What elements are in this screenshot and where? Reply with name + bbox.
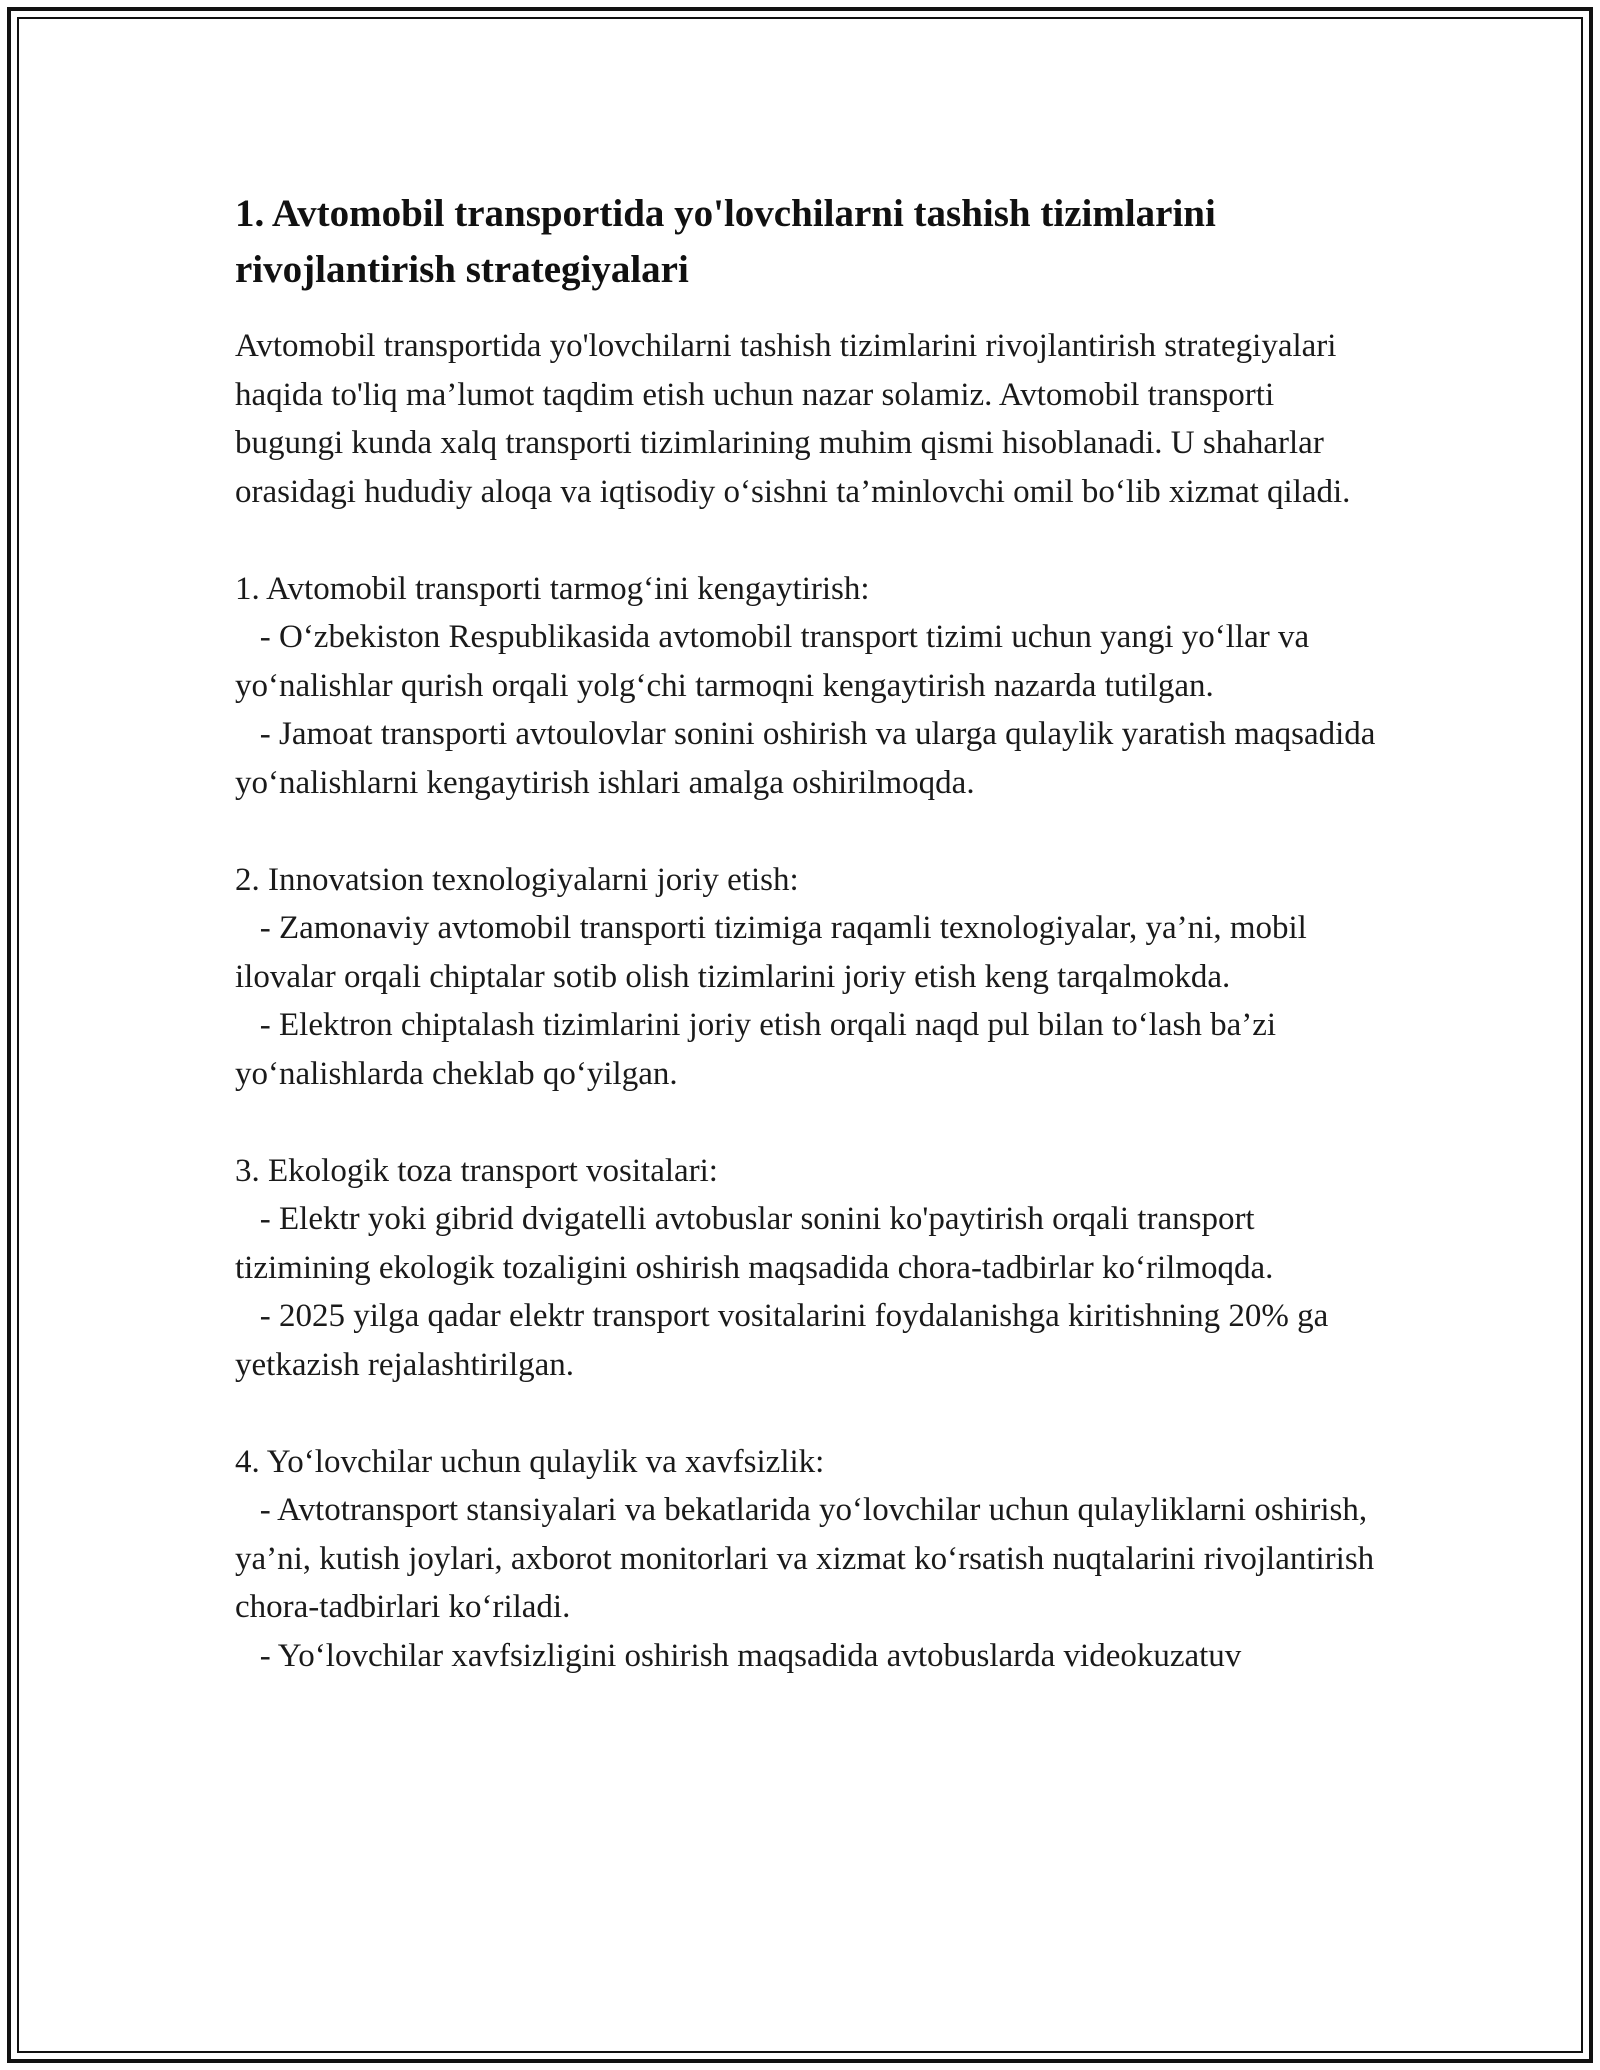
section-point: - Jamoat transporti avtoulovlar sonini oshirish va ularga qulaylik yaratish maqsadida yo‘nalishlarni kengaytirish ishlari amalga oshirilmoqda. bbox=[235, 716, 1384, 801]
section-heading: 3. Ekologik toza transport vositalari: bbox=[235, 1152, 718, 1189]
section-heading: 4. Yo‘lovchilar uchun qulaylik va xavfsizlik: bbox=[235, 1443, 825, 1480]
section-point: - Elektron chiptalash tizimlarini joriy etish orqali naqd pul bilan to‘lash ba’zi yo‘nalishlarda cheklab qo‘yilgan. bbox=[235, 1007, 1285, 1092]
section-4 bbox=[235, 1438, 1383, 1681]
section-point: - Elektr yoki gibrid dvigatelli avtobuslar sonini ko'paytirish orqali transport tizimining ekologik tozaligini oshirish maqsadida chora-tadbirlar ko‘rilmoqda. bbox=[235, 1201, 1274, 1286]
document-title: 1. Avtomobil transportida yo'lovchilarni tashish tizimlarini rivojlantirish strategiyalari bbox=[235, 192, 1216, 291]
section-point: - Yo‘lovchilar xavfsizligini oshirish maqsadida avtobuslarda videokuzatuv bbox=[235, 1637, 1242, 1674]
intro-paragraph: Avtomobil transportida yo'lovchilarni tashish tizimlarini rivojlantirish strategiyalari haqida to'liq ma’lumot taqdim etish uchun nazar solamiz. Avtomobil transporti bugungi kunda xalq transporti tizimlarining muhim qismi hisoblanadi. U shaharlar orasidagi hududiy aloqa va iqtisodiy o‘sishni ta’minlovchi omil bo‘lib xizmat qiladi. bbox=[235, 328, 1351, 510]
document-body bbox=[235, 186, 1384, 1680]
section-1 bbox=[235, 565, 1384, 808]
section-heading: 1. Avtomobil transporti tarmog‘ini kengaytirish: bbox=[235, 570, 870, 607]
section-point: - Zamonaviy avtomobil transporti tizimiga raqamli texnologiyalar, ya’ni, mobil ilovalar orqali chiptalar sotib olish tizimlarini joriy etish keng tarqalmokda. bbox=[235, 910, 1316, 995]
section-3 bbox=[235, 1147, 1380, 1390]
section-point: - Avtotransport stansiyalari va bekatlarida yo‘lovchilar uchun qulayliklarni oshirish, ya’ni, kutish joylari, axborot monitorlari va xizmat ko‘rsatish nuqtalarini rivojlantirish chora-tadbirlari ko‘riladi. bbox=[235, 1492, 1383, 1625]
section-point: - 2025 yilga qadar elektr transport vositalarini foydalanishga kiritishning 20% ga yetkazish rejalashtirilgan. bbox=[235, 1298, 1337, 1383]
section-point: - O‘zbekiston Respublikasida avtomobil transport tizimi uchun yangi yo‘llar va yo‘nalishlar qurish orqali yolg‘chi tarmoqni kengaytirish nazarda tutilgan. bbox=[235, 619, 1318, 704]
section-heading: 2. Innovatsion texnologiyalarni joriy etish: bbox=[235, 861, 799, 898]
section-2 bbox=[235, 856, 1380, 1099]
